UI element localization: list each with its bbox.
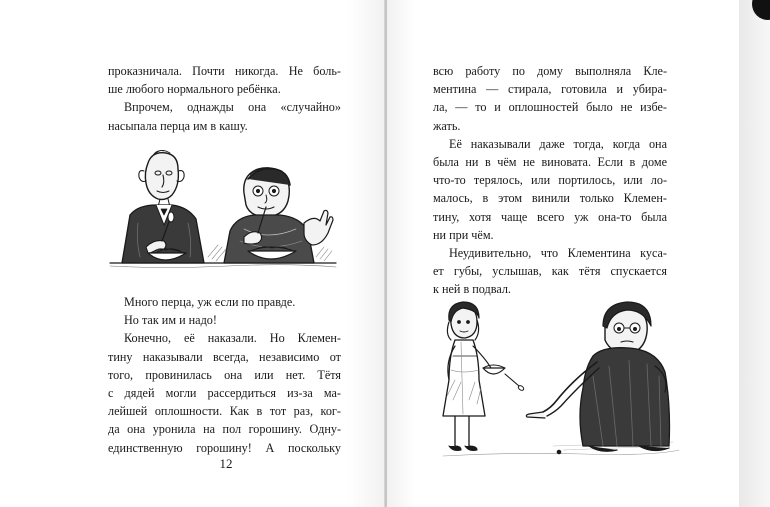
text-line: всю работу по дому выполняла Кле- <box>433 64 667 78</box>
text-line: ментина — стирала, готовила и убира- <box>433 82 667 97</box>
text-line: к ней в подвал. <box>433 282 511 297</box>
text-line: тину наказывали всегда, независимо от <box>108 349 341 364</box>
text-line: Но так им и надо! <box>124 313 217 328</box>
text-line: тину, хотя чаще всего уж она-то была <box>433 209 667 224</box>
text-line: лейшей оплошности. Как в тот раз, ког- <box>108 404 341 419</box>
text-line: Много перца, уж если по правде. <box>124 295 296 309</box>
text-line: была ни в чём не виновата. Если в доме <box>433 155 667 170</box>
page-edge <box>739 0 770 507</box>
left-paragraph-2 <box>108 98 341 134</box>
text-line: насыпала перца им в кашу. <box>108 118 248 133</box>
text-line: малось, в этом винили только Клемен- <box>433 191 667 206</box>
left-text-bottom <box>108 293 341 457</box>
right-paragraph-3 <box>433 244 667 299</box>
left-paragraph-4 <box>108 311 341 329</box>
left-paragraph-1 <box>108 62 341 98</box>
left-paragraph-3 <box>108 293 341 311</box>
right-paragraph-1 <box>433 62 667 135</box>
text-line: да она уронила на пол горошину. Одну- <box>108 422 341 437</box>
girl-and-aunt-illustration <box>433 296 683 466</box>
left-paragraph-5 <box>108 329 341 456</box>
left-text-top <box>108 62 341 135</box>
right-text <box>433 62 667 299</box>
text-line: Неудивительно, что Клементина куса- <box>449 246 667 261</box>
text-line: ни при чём. <box>433 227 494 242</box>
text-line: ет губы, услышав, как тётя спускается <box>433 264 667 279</box>
text-line: что-то терялось, или портилось, или ло- <box>433 173 667 188</box>
page-number: 12 <box>219 456 233 471</box>
text-line: Её наказывали даже тогда, когда она <box>449 136 667 151</box>
right-page <box>387 0 739 507</box>
text-line: проказничала. Почти никогда. Не боль- <box>108 64 341 78</box>
uncle-aunt-porridge-illustration <box>108 145 340 273</box>
text-line: того, провинилась она или нет. Тётя <box>108 367 341 382</box>
right-paragraph-2 <box>433 135 667 244</box>
text-line: жать. <box>433 118 461 133</box>
text-line: Конечно, её наказали. Но Клемен- <box>124 331 341 346</box>
text-line: Впрочем, однажды она «случайно» <box>124 100 341 115</box>
text-line: с дядей могли рассердиться из-за ма- <box>108 386 341 401</box>
text-line: ла, — то и оплошностей было не избе- <box>433 100 667 115</box>
text-line: ше любого нормального ребёнка. <box>108 82 281 97</box>
text-line: единственную горошину! А поскольку <box>108 440 341 455</box>
